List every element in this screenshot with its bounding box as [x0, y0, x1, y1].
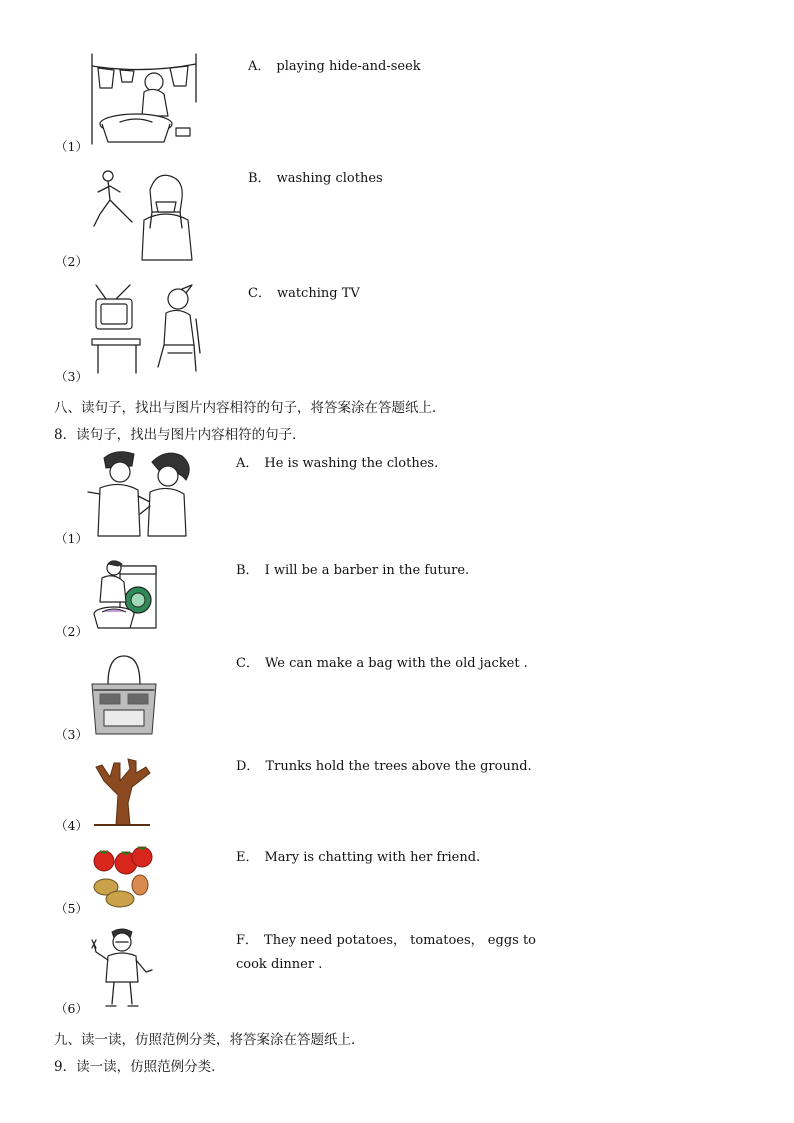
option-f[interactable]	[236, 929, 536, 948]
item-number: （1）	[55, 531, 88, 546]
option-letter: F．	[236, 933, 259, 948]
option-text: playing hide-and-seek	[276, 59, 421, 74]
item-number: （4）	[55, 818, 88, 833]
item-number: （2）	[55, 254, 88, 269]
picture-barber	[88, 926, 158, 1008]
option-a[interactable]	[236, 452, 438, 471]
picture-bag	[86, 654, 162, 736]
item-number: （3）	[55, 369, 88, 384]
option-text: Trunks hold the trees above the ground.	[265, 759, 532, 774]
option-text: washing clothes	[276, 171, 383, 186]
picture-food	[90, 845, 156, 911]
section-heading: 九、读一读，仿照范例分类，将答案涂在答题纸上．	[54, 1032, 365, 1048]
picture-watching-tv	[90, 283, 205, 375]
picture-washing-machine	[92, 558, 162, 630]
egg	[132, 875, 148, 895]
option-letter: E．	[236, 850, 259, 865]
option-e[interactable]	[236, 846, 480, 865]
option-letter: A．	[236, 456, 259, 471]
option-c[interactable]	[236, 652, 528, 671]
tree	[96, 759, 150, 825]
picture-washing-clothes	[90, 52, 200, 147]
option-text: I will be a barber in the future.	[264, 563, 470, 578]
option-letter: C．	[236, 656, 259, 671]
option-f-continued: cook dinner .	[236, 957, 323, 972]
item-number: （5）	[55, 901, 88, 916]
option-text: We can make a bag with the old jacket .	[264, 656, 528, 671]
option-letter: D．	[236, 759, 260, 774]
question-title: 9．读一读，仿照范例分类．	[54, 1059, 225, 1075]
option-letter: B．	[236, 563, 259, 578]
option-text: Mary is chatting with her friend.	[264, 850, 481, 865]
option-text: He is washing the clothes.	[264, 456, 439, 471]
option-c[interactable]	[248, 282, 360, 301]
option-b[interactable]	[236, 559, 469, 578]
section-heading: 八、读句子，找出与图片内容相符的句子，将答案涂在答题纸上．	[54, 400, 446, 416]
item-number: （2）	[55, 624, 88, 639]
picture-hide-and-seek	[90, 168, 200, 263]
option-text: watching TV	[276, 286, 360, 301]
picture-chatting-friends	[86, 448, 196, 538]
option-text: They need potatoes， tomatoes， eggs to	[264, 933, 536, 948]
question-title: 8．读句子，找出与图片内容相符的句子．	[54, 427, 306, 443]
item-number: （6）	[55, 1001, 88, 1016]
option-a[interactable]	[248, 55, 421, 74]
picture-tree-trunk	[90, 755, 154, 827]
potato	[106, 891, 134, 907]
item-number: （1）	[55, 139, 88, 154]
option-letter: B．	[248, 171, 271, 186]
option-b[interactable]	[248, 167, 383, 186]
item-number: （3）	[55, 727, 88, 742]
option-letter: C．	[248, 286, 271, 301]
option-letter: A．	[248, 59, 271, 74]
option-d[interactable]	[236, 755, 532, 774]
